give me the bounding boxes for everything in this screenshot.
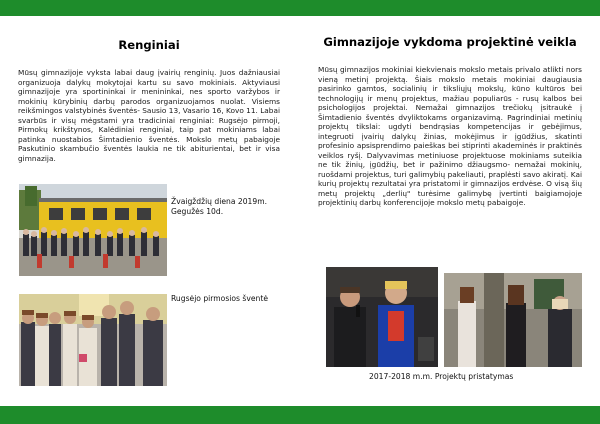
- events-paragraph: Mūsų gimnazijoje vyksta labai daug įvairių renginių. Juos dažniausiai organizuoja dalykų mokytojai kartu su savo mokiniais. Aktyviausi gimnazijoje yra sportininkai ir menininkai, nes sporto varžybos ir mokinių kūrybinių darbų parodos organizuojamos nuolat. Visiems reikšmingos valstybinės šventės- Sausio 13, Vasario 16, Kovo 11. Labai svarbūs ir visų mėgstami yra tradiciniai renginiai: Rugsėjo pirmoji, Pirmokų krikštynos, Kalėdiniai renginiai, taip pat mokiniams labai patinka nuostabios Šimtadienio šventės. Mokslo metų pabaigoje Paskutinio skambučio šventės laukia ne tik abiturientai, bet ir visa gimnazija.: [18, 68, 280, 163]
- project-presentation-caption: 2017-2018 m.m. Projektų pristatymas: [369, 372, 514, 381]
- events-column: [18, 16, 280, 163]
- project-presentation-photo-2: [444, 273, 582, 367]
- top-green-band: [0, 0, 600, 16]
- project-presentation-photo-1: [326, 267, 438, 367]
- september-first-photo-image: [19, 294, 167, 386]
- star-day-photo: [19, 184, 167, 276]
- star-day-caption: Žvaigždžių diena 2019m. Gegužės 10d.: [171, 197, 268, 216]
- september-first-caption: Rugsėjo pirmosios šventė: [171, 294, 268, 303]
- bottom-green-band: [0, 406, 600, 424]
- projects-column: [318, 16, 582, 208]
- september-first-photo: [19, 294, 167, 386]
- project-presentation-photo-2-image: [444, 273, 582, 367]
- projects-paragraph: Mūsų gimnazijos mokiniai kiekvienais mokslo metais privalo atlikti nors vieną metinį projektą. Šiais mokslo metais mokiniai daugiausia pasirinko gamtos, socialinių ir tiksliųjų mokslų, kūno kultūros bei technologijų ir menų projektus, mažiau populiarūs - rusų kalbos bei psichologijos projektai. Nemažai gimnazijos trečiokų įsitraukė į Šimtadienio šventės dvyliktokams organizavimą. Pagrindiniai metinių projektų tikslai: ugdyti bendrąsias kompetencijas ir gebėjimus, integruoti įvairių dalykų žinias, mokėjimus ir įgūdžius, skatinti profesinio apsisprendimo paieškas bei stiprinti akademinės ir praktinės veiklos ryšį. Dalyvavimas metiniuose projektuose mokiniams suteikia ne tik žinių, įgūdžių, bet ir pažinimo džiaugsmo- nemažai mokinių, ruošdami projektus, turi galimybių pakeliauti, praplėsti savo akiratį. Kai kurių projektų rezultatai yra pristatomi ir gimnazijos erdvėse. O visą šių metų projektų „derlių" turėsime galimybę įvertinti baigiamojoje projektinių darbų konferencijoje mokslo metų pabaigoje.: [318, 65, 582, 207]
- project-presentation-photo-1-image: [326, 267, 438, 367]
- projects-heading: Gimnazijoje vykdoma projektinė veikla: [323, 35, 577, 49]
- star-day-photo-image: [19, 184, 167, 276]
- events-heading: Renginiai: [118, 38, 180, 52]
